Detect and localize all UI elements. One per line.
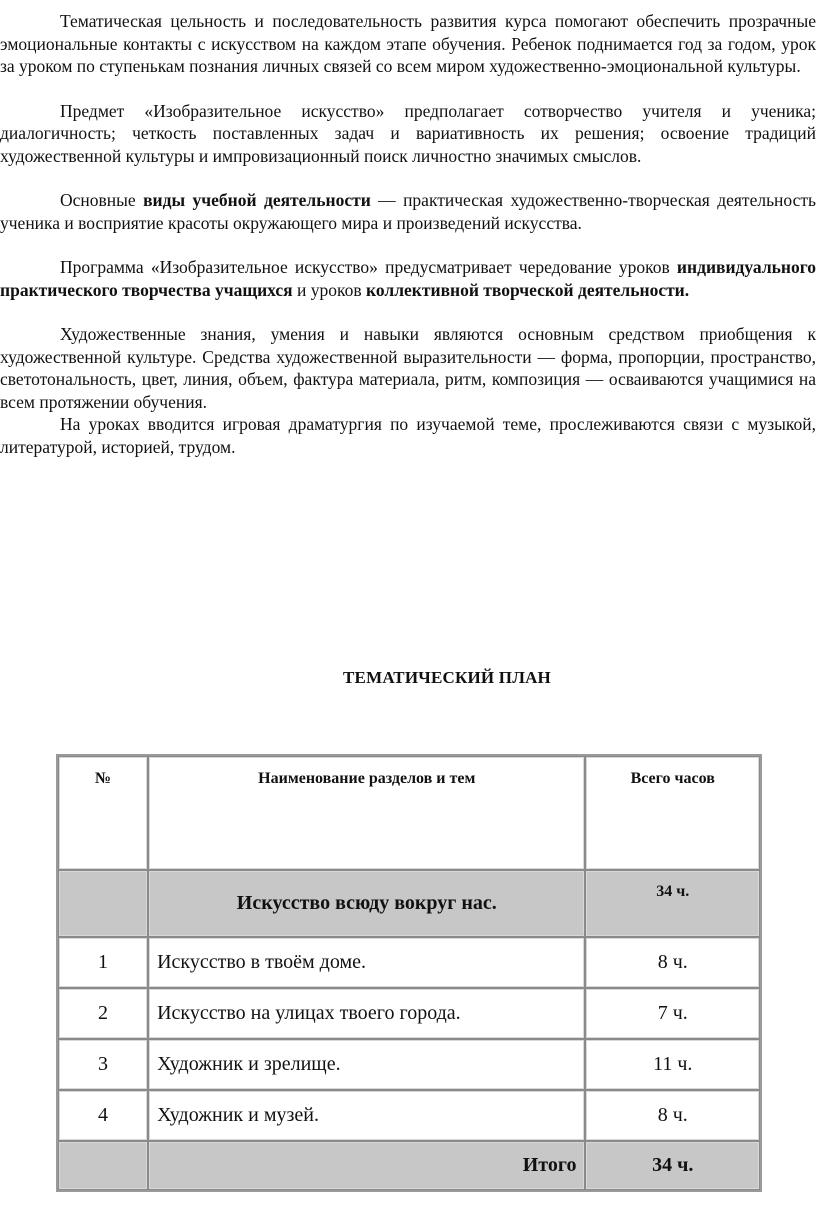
row-num: 3 — [58, 1039, 148, 1090]
header-num-text: № — [95, 770, 112, 787]
row-hours: 8 ч. — [585, 1090, 760, 1141]
row-num: 1 — [58, 937, 148, 988]
row-hours: 7 ч. — [585, 988, 760, 1039]
paragraph-4-text-b: и уроков — [292, 279, 367, 300]
row-name: Искусство на улицах твоего города. — [148, 988, 585, 1039]
paragraph-5-text: Художественные знания, умения и навыки являются основным средством приобщения к художественной культуре. Средства художественной выразительности — форма, пропорции, пространство, светотональность, цвет, линия, объем, фактура материала, ритм, композиция — осваиваются учащимися на всем протяжении обучения. — [0, 324, 816, 412]
total-row — [58, 1141, 760, 1190]
section-row — [58, 870, 760, 937]
paragraph-4-bold-b: коллективной творческой деятельности. — [366, 279, 690, 300]
paragraph-3-text-a: Основные — [60, 190, 144, 210]
table-row — [58, 937, 760, 988]
table-row — [58, 1090, 760, 1141]
paragraph-6-text: На уроках вводится игровая драматургия по изучаемой теме, прослеживаются связи с музыкой, литературой, историей, трудом. — [0, 414, 816, 457]
paragraph-3 — [0, 189, 816, 234]
header-hours — [585, 756, 760, 870]
plan-title: ТЕМАТИЧЕСКИЙ ПЛАН — [343, 668, 551, 687]
header-name — [148, 756, 585, 870]
section-name: Искусство всюду вокруг нас. — [148, 870, 585, 937]
header-hours-text: Всего часов — [630, 770, 715, 787]
header-num — [58, 756, 148, 870]
paragraph-3-bold: виды учебной деятельности — [143, 190, 371, 210]
header-name-text: Наименование разделов и тем — [258, 770, 476, 787]
document-page — [0, 10, 816, 458]
total-empty — [58, 1141, 148, 1190]
section-num — [58, 870, 148, 937]
total-hours: 34 ч. — [585, 1141, 760, 1190]
row-num: 4 — [58, 1090, 148, 1141]
paragraph-6 — [0, 413, 816, 458]
table-row — [58, 1039, 760, 1090]
paragraph-2 — [0, 100, 816, 168]
row-hours: 8 ч. — [585, 937, 760, 988]
paragraph-2-text: Предмет «Изобразительное искусство» предполагает сотворчество учителя и ученика; диалогичность; четкость поставленных задач и вариативность их решения; освоение традиций художественной культуры и импровизационный поиск личностно значимых смыслов. — [0, 100, 816, 166]
paragraph-1 — [0, 10, 816, 78]
paragraph-5 — [0, 323, 816, 413]
total-label: Итого — [148, 1141, 585, 1190]
table-header-row — [58, 756, 760, 870]
paragraph-1-text: Тематическая цельность и последовательность развития курса помогают обеспечить прозрачные эмоциональные контакты с искусством на каждом этапе обучения. Ребенок поднимается год за годом, урок за уроком по ступенькам познания личных связей со всем миром художественно-эмоциональной культуры. — [0, 11, 816, 76]
paragraph-4 — [0, 256, 816, 301]
row-num: 2 — [58, 988, 148, 1039]
row-name: Художник и зрелище. — [148, 1039, 585, 1090]
paragraph-4-bold-a: индивидуального практического творчества учащихся — [0, 257, 816, 300]
paragraph-3-text-b: — практическая художественно-творческая деятельность ученика и восприятие красоты окружающего мира и произведений искусства. — [0, 190, 816, 233]
row-name: Художник и музей. — [148, 1090, 585, 1141]
section-hours: 34 ч. — [585, 870, 760, 937]
plan-table — [56, 754, 762, 1192]
paragraph-4-text-a: Программа «Изобразительное искусство» предусматривает чередование уроков — [60, 257, 677, 277]
row-hours: 11 ч. — [585, 1039, 760, 1090]
row-name: Искусство в твоём доме. — [148, 937, 585, 988]
table-row — [58, 988, 760, 1039]
